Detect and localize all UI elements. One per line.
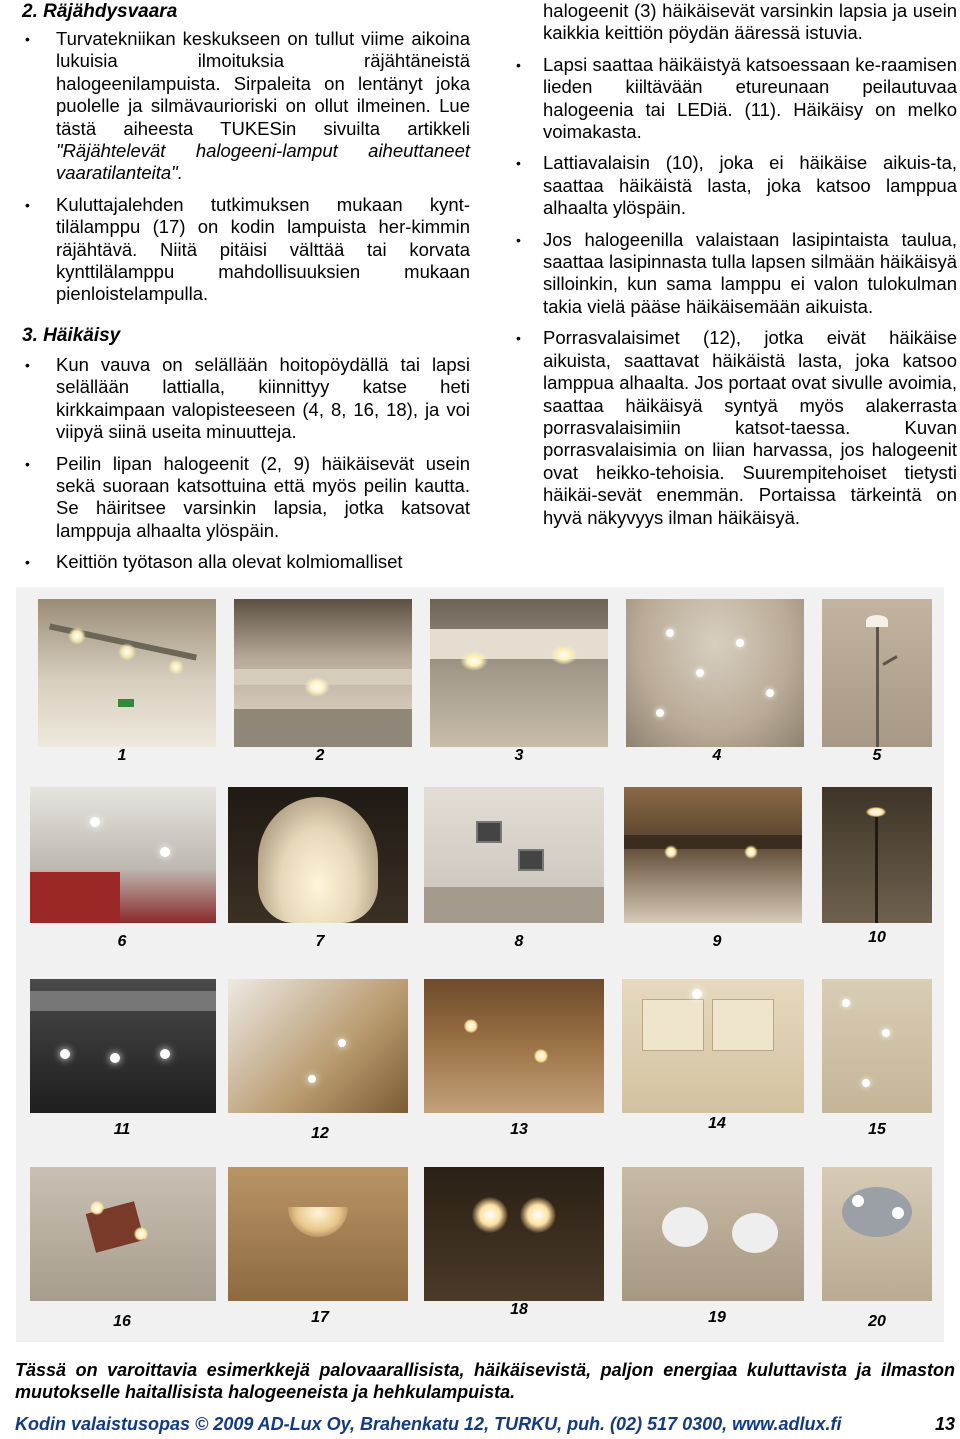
- section-heading-glare: 3. Häikäisy: [22, 324, 121, 346]
- page-number: 13: [934, 1414, 955, 1434]
- photo-label: 17: [311, 1309, 329, 1326]
- paragraph-text: Lattiavalaisin (10), joka ei häikäise aikuis-ta, saattaa häikäistä lasta, joka katsoo lamppua alhaalta ylöspäin.: [543, 152, 957, 219]
- list-item: [22, 453, 470, 543]
- photo-panel-ceiling-spots: [822, 979, 932, 1113]
- paragraph-text: Porrasvalaisimet (12), jotka eivät häikäise aikuista, saattavat häikäistä lasta, joka katsoo lamppua alhaalta. Jos portaat ovat sivulle avoimia, saattaa häikäisyä syntyä myös alakerrasta porrasvalaisimiin katsot-taessa. Kuvan porrasvalaisimia on liian harvassa, jos halogeenit ovat heikko-tehoisia. Suurempitehoiset tietysti häikäi-sevät enemmän. Portaissa tärkeintä on hyvä näkyvyys ilman häikäisyä.: [543, 327, 957, 528]
- left-column: [22, 0, 470, 583]
- paragraph-text: Turvatekniikan keskukseen on tullut viime aikoina lukuisia ilmoituksia räjähtäneistä halogeenilampuista. Sirpaleita on lentänyt joka puolelle ja silmävaurioriski on ollut ilmeinen. Lue tästä aiheesta TUKESin sivuilta artikkeli: [56, 28, 470, 139]
- list-item: [513, 229, 957, 319]
- photo-label: 15: [868, 1121, 886, 1138]
- paragraph-text: Jos halogeenilla valaistaan lasipintaista taulua, saattaa lasipinnasta tulla lapsen silmään häikäisyä silloinkin, kun sama lamppu ei valon tulokulman takia vielä pääse häikäisemään aikuista.: [543, 228, 957, 317]
- list-item: [22, 354, 470, 444]
- paragraph-text: Lapsi saattaa häikäistyä katsoessaan ke-raamisen lieden kiiltävään etureunaan peilautuvaa halogeenia tai LEDiä. (11). Häikäisy on melko voimakasta.: [543, 53, 957, 143]
- section-heading-explosion: 2. Räjähdysvaara: [22, 1, 178, 22]
- photo-mirror-halogens: [234, 599, 412, 747]
- photo-ceiling-spot-rail: [38, 599, 216, 747]
- photo-ceiling-spots-living-room: [30, 787, 216, 923]
- photo-label: 12: [311, 1125, 329, 1142]
- footer-text: Kodin valaistusopas © 2009 AD-Lux Oy, Brahenkatu 12, TURKU, puh. (02) 517 0300, www.adlux.fi: [15, 1414, 842, 1434]
- list-item: [22, 28, 470, 185]
- list-item: [513, 327, 957, 529]
- list-item-continuation: [513, 0, 957, 45]
- photo-label: 20: [868, 1313, 886, 1330]
- photo-label: 14: [708, 1115, 726, 1132]
- photo-cabinet-triangle-halogens: [430, 599, 608, 747]
- photo-square-spot-cluster: [30, 1167, 216, 1301]
- photo-stair-lights: [228, 979, 408, 1113]
- photo-grid: [16, 587, 944, 1342]
- photo-ceiling-square-spots: [424, 787, 604, 923]
- photo-label: 16: [113, 1313, 131, 1330]
- photo-label: 2: [315, 747, 325, 764]
- photo-label: 1: [117, 747, 127, 764]
- photo-label: 8: [514, 933, 524, 950]
- photo-label: 13: [510, 1121, 528, 1138]
- photo-label: 19: [708, 1309, 726, 1326]
- paragraph-text: Kuluttajalehden tutkimuksen mukaan kynt-tilälamppu (17) on kodin lampuista her-kimmin räjähtävä. Niitä pitäisi välttää tai korvata kynttilälamppu mahdollisuuksien mukaan pienloistelampulla.: [56, 193, 470, 305]
- photo-label: 5: [872, 747, 882, 764]
- photo-label: 4: [712, 747, 722, 764]
- photo-round-plate-spots: [822, 1167, 932, 1301]
- photo-label: 10: [868, 929, 886, 946]
- photo-mirror-canopy-halogens: [624, 787, 802, 923]
- photo-label: 18: [510, 1301, 528, 1318]
- list-item: [513, 54, 957, 144]
- photo-kitchen-hood-leds: [30, 979, 216, 1113]
- paragraph-text: Keittiön työtason alla olevat kolmiomalliset: [56, 551, 403, 573]
- list-item: [513, 152, 957, 219]
- paragraph-text: Kun vauva on selällään hoitopöydällä tai lapsi selällään lattialla, kiinnittyy katse heti kirkkaimpaan valopisteeseen (4, 8, 16, 18), ja voi viipyä siinä useita minuutteja.: [56, 353, 470, 443]
- photo-label: 3: [514, 747, 524, 764]
- right-column: [513, 0, 957, 538]
- photo-label: 7: [315, 933, 325, 950]
- photo-label: 9: [712, 933, 722, 950]
- photo-label: 6: [117, 933, 127, 950]
- list-item: [22, 551, 470, 573]
- article-reference: "Räjähtelevät halogeeni-lamput aiheuttaneet vaaratilanteita".: [56, 140, 470, 184]
- photo-bright-halogen-pair: [424, 1167, 604, 1301]
- photo-caption: Tässä on varoittavia esimerkkejä palovaarallisista, häikäisevistä, paljon energiaa kuluttavista ja ilmaston muutokselle haitallisista halogeeneista ja hehkulampuista.: [15, 1360, 955, 1402]
- paragraph-text: Peilin lipan halogeenit (2, 9) häikäisevät usein sekä suoraan katsottuina että myös peilin kautta. Se häiritsee varsinkin lapsia, jotka katsovat lamppuja alhaalta ylöspäin.: [56, 452, 470, 541]
- paragraph-text: halogeenit (3) häikäisevät varsinkin lapsia ja usein kaikkia keittiön pöydän ääressä istuvia.: [543, 0, 957, 44]
- photo-floor-uplight: [822, 787, 932, 923]
- photo-lampshade: [228, 787, 408, 923]
- photo-wood-ceiling-spots: [424, 979, 604, 1113]
- page-footer: [15, 1413, 955, 1435]
- photo-chandelier-candle-bulbs: [228, 1167, 408, 1301]
- list-item: [22, 194, 470, 306]
- photo-ceiling-spot-pair: [622, 1167, 804, 1301]
- photo-floor-lamp: [822, 599, 932, 747]
- photo-kitchen-cabinets: [622, 979, 804, 1113]
- photo-label: 11: [113, 1121, 131, 1138]
- photo-ceiling-downlights: [626, 599, 804, 747]
